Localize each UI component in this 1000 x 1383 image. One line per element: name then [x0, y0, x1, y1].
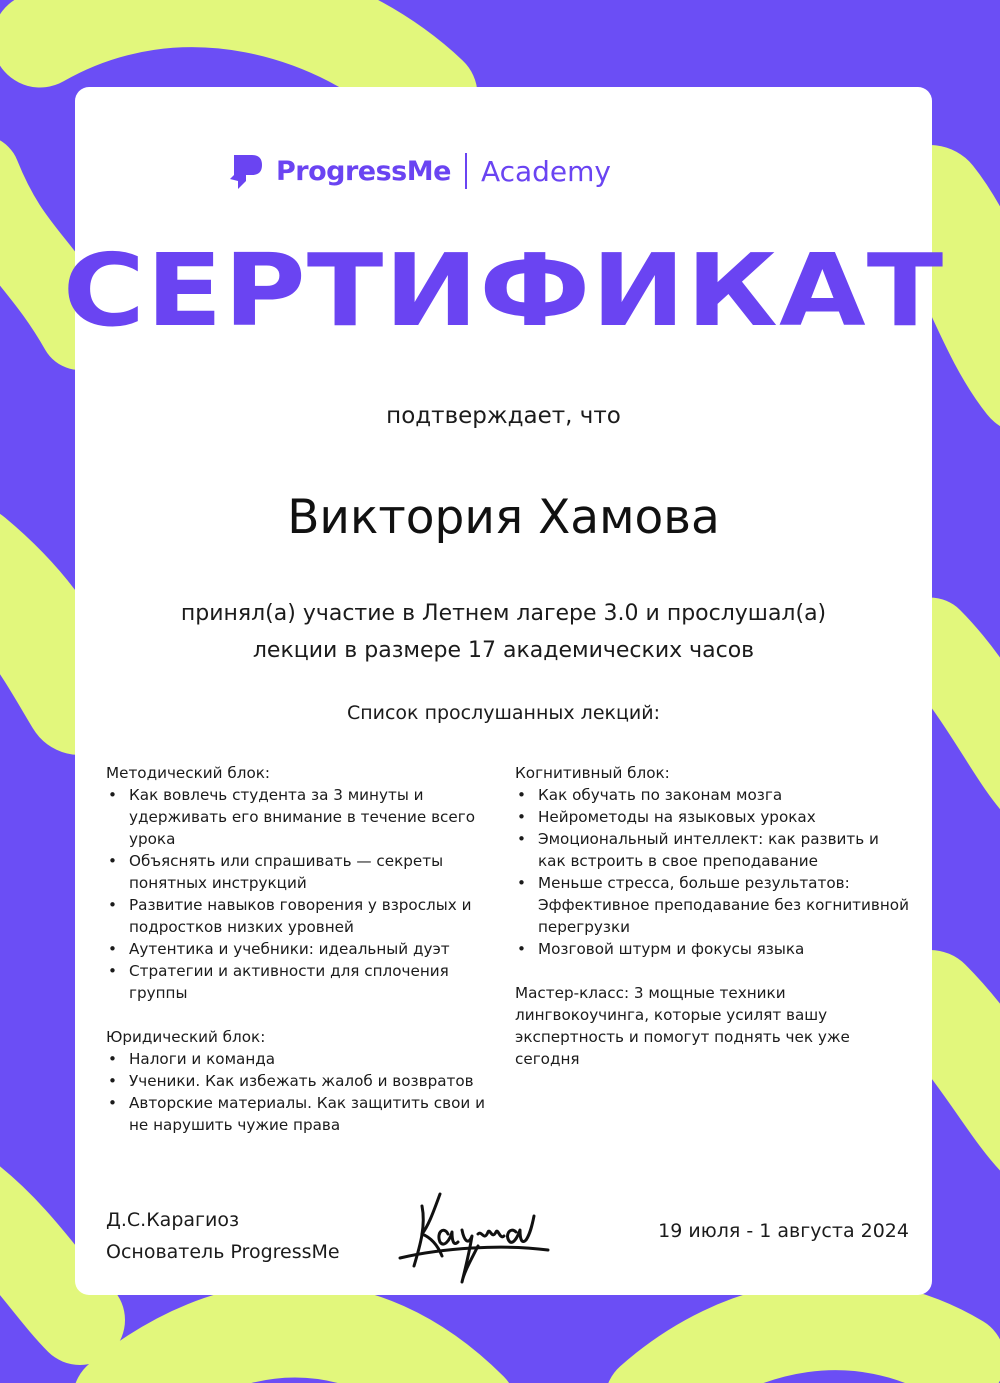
lectures-list-title: Список прослушанных лекций:: [346, 702, 661, 724]
list-item: • Аутентика и учебники: идеальный дуэт: [106, 938, 504, 960]
list-item: • Мозговой штурм и фокусы языка: [515, 938, 910, 960]
logo-brand: ProgressMe: [276, 155, 451, 187]
legal-block-title: Юридический блок:: [106, 1028, 266, 1046]
list-item: • Эмоциональный интеллект: как развить и как встроить в свое преподавание: [515, 828, 910, 872]
confirms-text: подтверждает, что: [386, 403, 621, 429]
event-dates: 19 июля - 1 августа 2024: [658, 1220, 909, 1242]
methodical-block-title: Методический блок:: [106, 764, 271, 782]
list-item: • Как вовлечь студента за 3 минуты и удерживать его внимание в течение всего урока: [106, 784, 504, 850]
handwritten-signature-icon: [392, 1186, 552, 1286]
logo-divider: [465, 153, 467, 189]
legal-block-list: [106, 1048, 504, 1136]
description: [75, 595, 932, 669]
list-item: • Как обучать по законам мозга: [515, 784, 910, 806]
list-item: • Нейрометоды на языковых уроках: [515, 806, 910, 828]
list-item: • Ученики. Как избежать жалоб и возвратов: [106, 1070, 504, 1092]
certificate-title: СЕРТИФИКАТ: [62, 232, 945, 349]
list-item: • Стратегии и активности для сплочения группы: [106, 960, 504, 1004]
signer: [106, 1204, 340, 1268]
list-item: • Развитие навыков говорения у взрослых и подростков низких уровней: [106, 894, 504, 938]
methodical-block-list: [106, 784, 504, 1004]
lectures-right-column: [515, 762, 910, 1070]
cognitive-block-list: [515, 784, 910, 960]
description-line-2: лекции в размере 17 академических часов: [252, 638, 755, 663]
recipient-name: Виктория Хамова: [287, 490, 720, 545]
masterclass-text: Мастер-класс: 3 мощные техники лингвокоучинга, которые усилят вашу экспертность и помогут поднять чек уже сегодня: [515, 984, 850, 1068]
description-line-1: принял(а) участие в Летнем лагере 3.0 и прослушал(а): [180, 601, 827, 626]
signer-name: Д.С.Карагиоз: [106, 1209, 240, 1231]
signer-role: Основатель ProgressMe: [106, 1241, 340, 1263]
list-item: • Объяснять или спрашивать — секреты понятных инструкций: [106, 850, 504, 894]
logo: [226, 147, 786, 195]
logo-sub: Academy: [480, 154, 611, 188]
list-item: • Меньше стресса, больше результатов: Эффективное преподавание без когнитивной перегрузки: [515, 872, 910, 938]
list-item: • Налоги и команда: [106, 1048, 504, 1070]
progressme-logo-icon: [226, 151, 266, 191]
cognitive-block-title: Когнитивный блок:: [515, 764, 670, 782]
list-item: • Авторские материалы. Как защитить свои и не нарушить чужие права: [106, 1092, 504, 1136]
lectures-left-column: [106, 762, 504, 1136]
